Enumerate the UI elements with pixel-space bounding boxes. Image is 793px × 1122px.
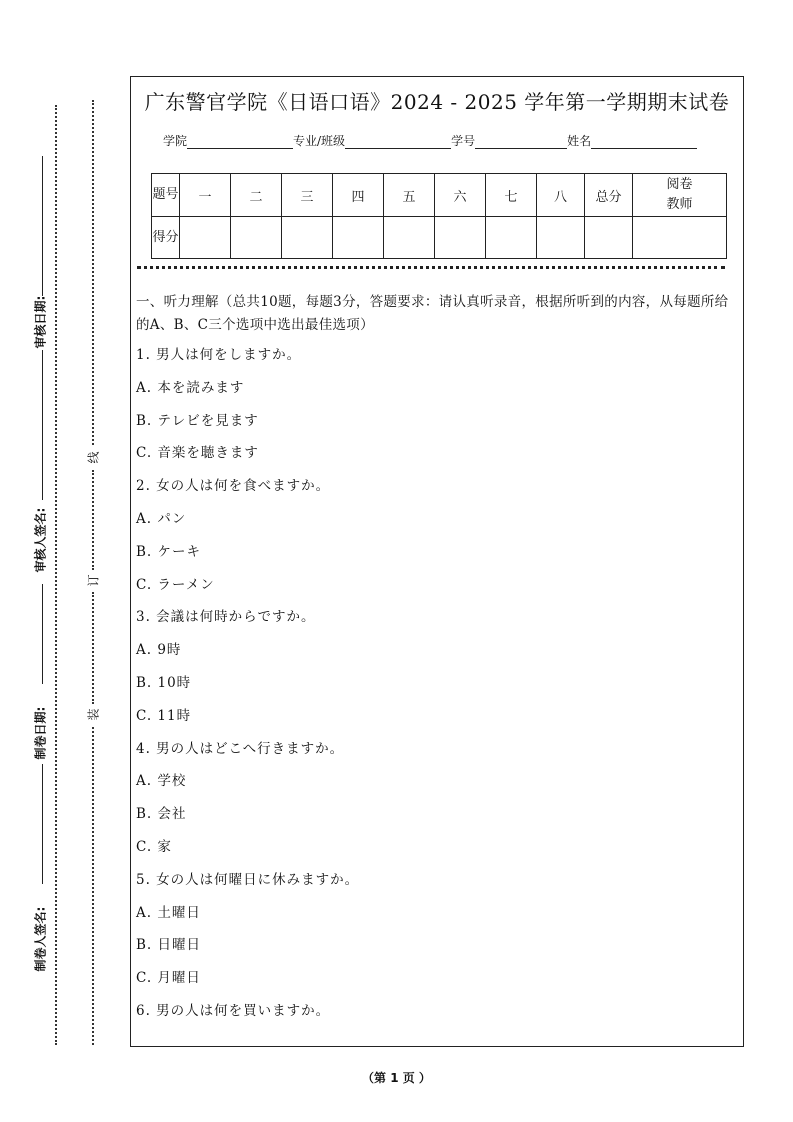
question-1-option-b: B. テレビを見ます bbox=[136, 412, 259, 429]
score-header-row bbox=[152, 174, 727, 217]
section-1-heading: 一、听力理解（总共10题，每题3分，答题要求：请认真听录音，根据所听到的内容，从每题所给的A、B、C三个选项中选出最佳选项） bbox=[136, 294, 729, 333]
install-mark: 装 bbox=[86, 708, 101, 721]
col-5: 五 bbox=[384, 174, 435, 217]
score-cell-6[interactable] bbox=[435, 217, 486, 259]
college-label: 学院 bbox=[163, 134, 188, 148]
major-blank[interactable] bbox=[345, 134, 451, 149]
score-cell-5[interactable] bbox=[384, 217, 435, 259]
question-4-option-a: A. 学校 bbox=[136, 773, 187, 790]
question-4: 4. 男の人はどこへ行きますか。 bbox=[136, 740, 345, 757]
question-4-option-b: B. 会社 bbox=[136, 806, 187, 823]
left-dotted-line bbox=[55, 105, 57, 1045]
col-total: 总分 bbox=[585, 174, 633, 217]
question-4-option-c: C. 家 bbox=[136, 838, 172, 855]
section-separator bbox=[137, 266, 725, 269]
question-2-option-c: C. ラーメン bbox=[136, 576, 215, 593]
score-cell-8[interactable] bbox=[537, 217, 585, 259]
student-id-label: 学号 bbox=[451, 134, 476, 148]
major-label: 专业/班级 bbox=[293, 134, 346, 148]
review-date-line bbox=[42, 156, 43, 296]
college-blank[interactable] bbox=[187, 134, 293, 149]
reviewer-sign-label: 审核人签名: bbox=[33, 507, 48, 573]
question-5-option-a: A. 土曜日 bbox=[136, 904, 201, 921]
question-2: 2. 女の人は何を食べますか。 bbox=[136, 478, 331, 495]
score-cell-7[interactable] bbox=[486, 217, 537, 259]
score-cell-3[interactable] bbox=[282, 217, 333, 259]
score-cell-1[interactable] bbox=[180, 217, 231, 259]
col-8: 八 bbox=[537, 174, 585, 217]
col-grader: 阅卷教师 bbox=[633, 174, 727, 217]
score-cell-2[interactable] bbox=[231, 217, 282, 259]
col-7: 七 bbox=[486, 174, 537, 217]
col-4: 四 bbox=[333, 174, 384, 217]
question-1-option-a: A. 本を読みます bbox=[136, 379, 245, 396]
question-5: 5. 女の人は何曜日に休みますか。 bbox=[136, 871, 360, 888]
exam-content bbox=[136, 291, 741, 1033]
make-date-line bbox=[42, 584, 43, 684]
score-cell-total[interactable] bbox=[585, 217, 633, 259]
binding-dotted-line-low bbox=[92, 592, 94, 704]
score-value-row bbox=[152, 217, 727, 259]
score-table bbox=[151, 173, 727, 259]
question-6: 6. 男の人は何を買いますか。 bbox=[136, 1002, 331, 1019]
page-number: （第 1 页 ） bbox=[362, 1071, 431, 1085]
binding-dotted-line-bottom bbox=[92, 727, 94, 1045]
make-date-label: 制卷日期: bbox=[33, 706, 48, 760]
question-3: 3. 会議は何時からですか。 bbox=[136, 609, 316, 626]
student-id-blank[interactable] bbox=[475, 134, 567, 149]
name-label: 姓名 bbox=[567, 134, 592, 148]
col-1: 一 bbox=[180, 174, 231, 217]
question-3-option-c: C. 11時 bbox=[136, 707, 192, 724]
binding-dotted-line-top bbox=[92, 100, 94, 445]
bind-mark: 订 bbox=[86, 574, 101, 587]
question-2-option-b: B. ケーキ bbox=[136, 543, 202, 560]
name-blank[interactable] bbox=[591, 134, 697, 149]
student-info-row bbox=[163, 132, 697, 149]
reviewer-sign-line bbox=[42, 350, 43, 500]
question-5-option-b: B. 日曜日 bbox=[136, 937, 202, 954]
question-5-option-c: C. 月曜日 bbox=[136, 970, 201, 987]
line-mark: 线 bbox=[86, 451, 101, 464]
exam-title: 广东警官学院《日语口语》2024 - 2025 学年第一学期期末试卷 bbox=[144, 90, 730, 114]
score-cell-grader[interactable] bbox=[633, 217, 727, 259]
binding-dotted-line-mid bbox=[92, 470, 94, 570]
question-number-header: 题号 bbox=[152, 174, 180, 217]
score-cell-4[interactable] bbox=[333, 217, 384, 259]
col-6: 六 bbox=[435, 174, 486, 217]
make-date-line-lower bbox=[42, 764, 43, 884]
score-header: 得分 bbox=[152, 217, 180, 259]
question-3-option-b: B. 10時 bbox=[136, 674, 192, 691]
col-3: 三 bbox=[282, 174, 333, 217]
review-date-label: 审核日期: bbox=[33, 295, 48, 349]
question-1: 1. 男人は何をしますか。 bbox=[136, 347, 302, 363]
question-3-option-a: A. 9時 bbox=[136, 642, 182, 659]
question-2-option-a: A. パン bbox=[136, 510, 187, 527]
maker-sign-label: 制卷人签名: bbox=[33, 906, 48, 972]
question-1-option-c: C. 音楽を聴きます bbox=[136, 445, 259, 462]
col-2: 二 bbox=[231, 174, 282, 217]
